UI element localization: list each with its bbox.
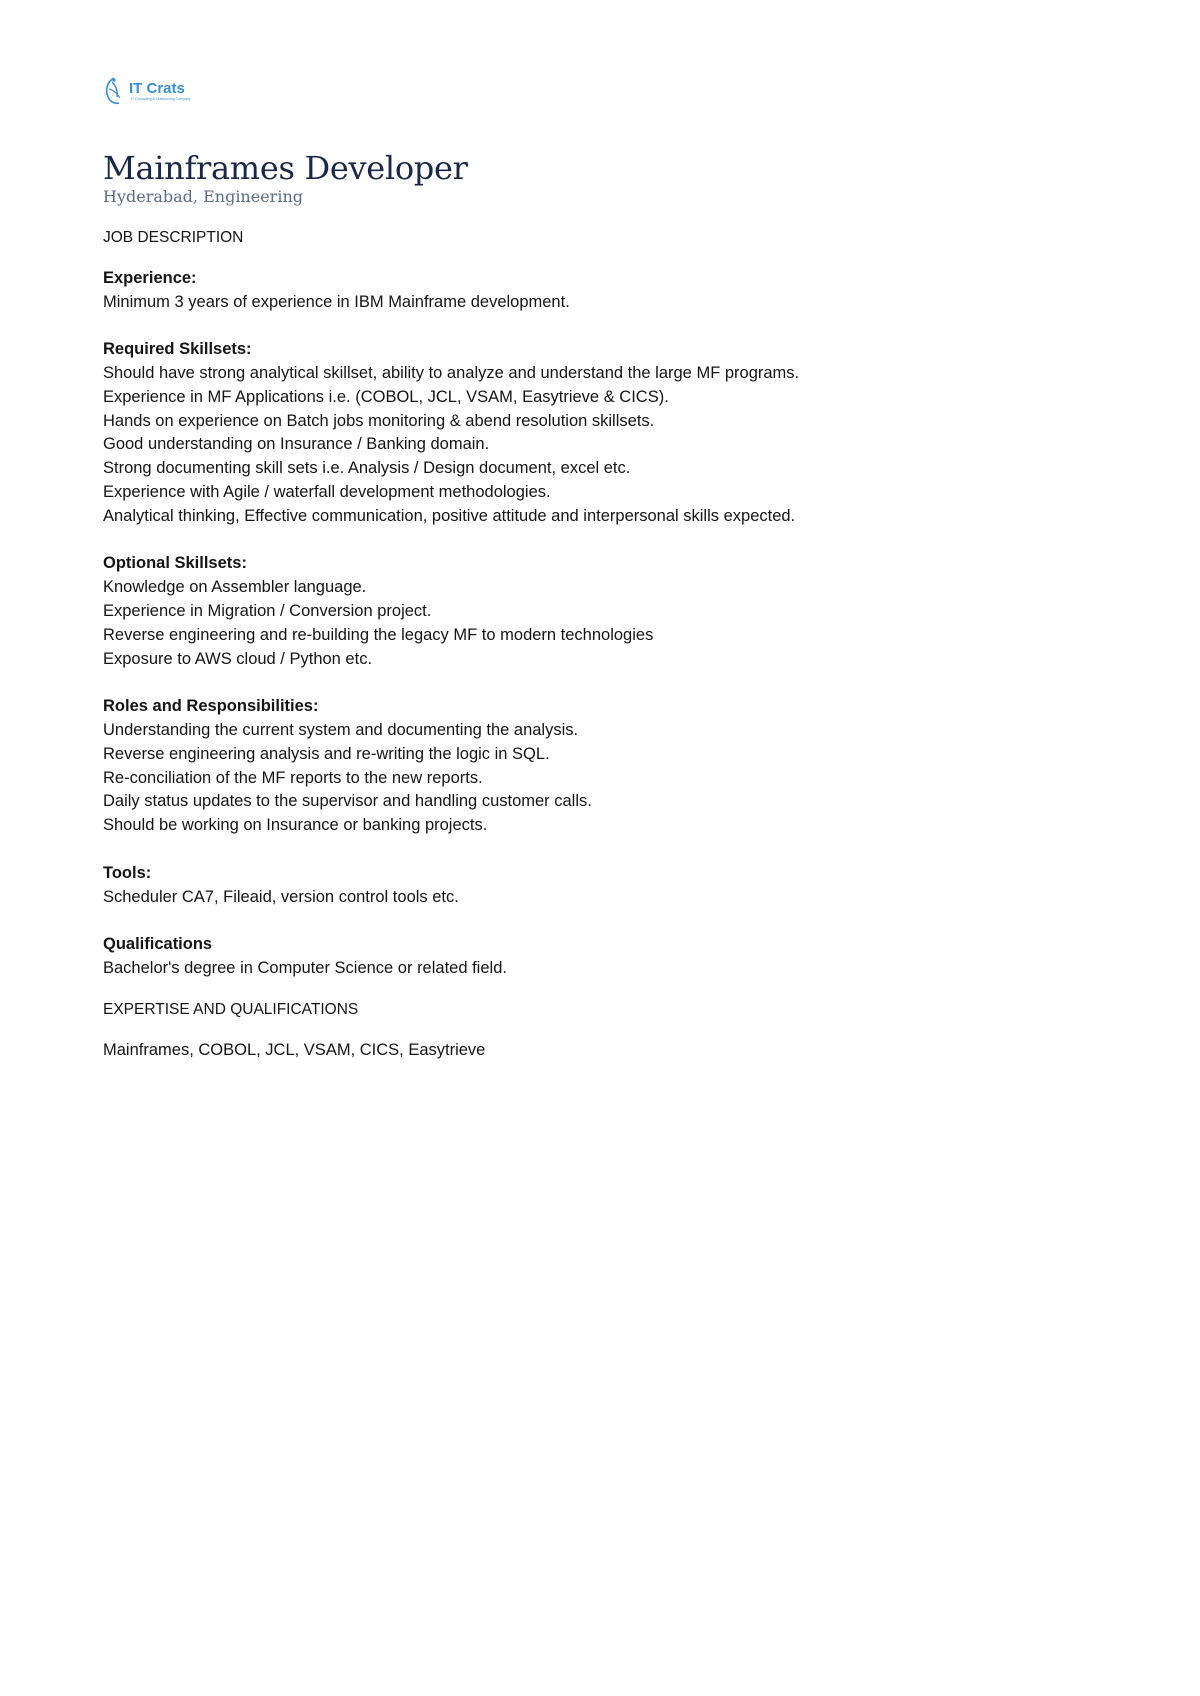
- section-line: Strong documenting skill sets i.e. Analysis / Design document, excel etc.: [103, 459, 631, 478]
- section-line: Daily status updates to the supervisor and handling customer calls.: [103, 792, 592, 811]
- section-line: Should be working on Insurance or banking projects.: [103, 816, 488, 835]
- job-title: Mainframes Developer: [103, 149, 468, 187]
- job-location-department: Hyderabad, Engineering: [103, 187, 303, 206]
- roles-responsibilities-section: [103, 695, 1103, 838]
- section-line: Knowledge on Assembler language.: [103, 578, 367, 597]
- optional-skillsets-section: [103, 552, 1103, 671]
- it-crats-logo-icon: [103, 76, 125, 106]
- section-line: Bachelor's degree in Computer Science or related field.: [103, 958, 507, 977]
- section-heading: Tools:: [103, 863, 152, 882]
- section-line: Exposure to AWS cloud / Python etc.: [103, 649, 373, 668]
- required-skillsets-section: [103, 338, 1103, 528]
- experience-section: [103, 267, 1103, 315]
- section-heading: Optional Skillsets:: [103, 554, 247, 573]
- section-line: Hands on experience on Batch jobs monitoring & abend resolution skillsets.: [103, 411, 655, 430]
- logo-name: IT Crats: [129, 79, 185, 97]
- qualifications-section: [103, 933, 1103, 981]
- expertise-section: [103, 998, 1103, 1063]
- section-line: Understanding the current system and documenting the analysis.: [103, 720, 579, 739]
- logo-tagline: IT Consulting & Outsourcing Company: [131, 96, 191, 101]
- section-line: Experience with Agile / waterfall development methodologies.: [103, 482, 551, 501]
- section-line: Good understanding on Insurance / Banking domain.: [103, 435, 490, 454]
- job-description-heading: JOB DESCRIPTION: [103, 229, 244, 246]
- section-heading: Required Skillsets:: [103, 340, 252, 359]
- section-line: Re-conciliation of the MF reports to the new reports.: [103, 768, 483, 787]
- section-line: Scheduler CA7, Fileaid, version control tools etc.: [103, 887, 459, 906]
- expertise-value: Mainframes, COBOL, JCL, VSAM, CICS, Easytrieve: [103, 1040, 486, 1059]
- section-line: Experience in Migration / Conversion project.: [103, 601, 432, 620]
- section-line: Should have strong analytical skillset, ability to analyze and understand the large MF programs.: [103, 363, 800, 382]
- section-line: Analytical thinking, Effective communication, positive attitude and interpersonal skills expected.: [103, 506, 796, 525]
- section-line: Reverse engineering analysis and re-writing the logic in SQL.: [103, 744, 550, 763]
- section-heading: Roles and Responsibilities:: [103, 697, 319, 716]
- job-content: [103, 226, 1103, 1062]
- company-logo: [103, 76, 191, 106]
- expertise-heading: EXPERTISE AND QUALIFICATIONS: [103, 1000, 359, 1018]
- tools-section: [103, 862, 1103, 910]
- section-line: Reverse engineering and re-building the legacy MF to modern technologies: [103, 625, 654, 644]
- section-line: Minimum 3 years of experience in IBM Mainframe development.: [103, 292, 570, 311]
- section-heading: Qualifications: [103, 935, 213, 954]
- section-heading: Experience:: [103, 268, 197, 287]
- section-line: Experience in MF Applications i.e. (COBOL, JCL, VSAM, Easytrieve & CICS).: [103, 387, 669, 406]
